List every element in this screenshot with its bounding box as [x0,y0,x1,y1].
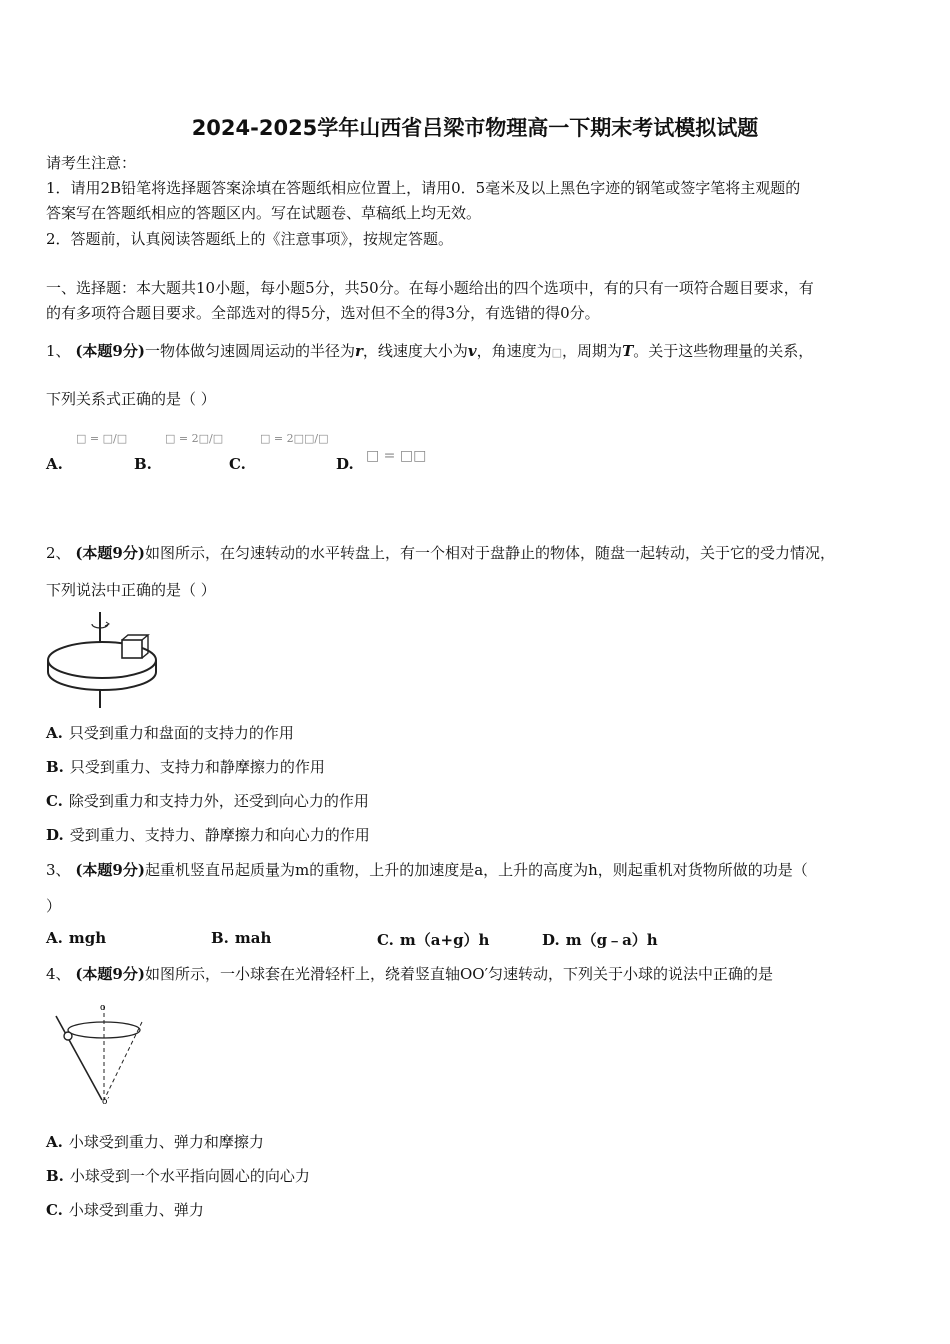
option-text: 只受到重力和盘面的支持力的作用 [68,724,294,742]
q2-score-tag: (本题9分) [75,544,145,562]
q1-var-r: r [354,342,363,360]
q2-stem [46,542,835,563]
q2-option-d[interactable] [46,824,370,845]
q4-option-c[interactable] [46,1199,204,1220]
notice-line-1: 1．请用2B铅笔将选择题答案涂填在答题纸相应位置上，请用0．5毫米及以上黑色字迹的钢笔或签字笔将主观题的 [46,179,801,197]
option-letter: A. [46,1133,63,1151]
q4-stem [46,963,773,984]
q3-option-a[interactable] [46,929,106,947]
option-letter: D. [46,826,64,844]
q1-stem [46,340,813,361]
turntable-figure [44,610,160,710]
q1-score-tag: (本题9分) [75,342,145,360]
q3-text: 起重机竖直吊起质量为m的重物，上升的加速度是a，上升的高度为h，则起重机对货物所做的功是（ [144,861,808,879]
q1-option-d-formula: □ = □□ [366,448,427,464]
option-letter: A. [46,724,63,742]
page-title: 2024-2025学年山西省吕梁市物理高一下期末考试模拟试题 [191,116,759,140]
q4-score-tag: (本题9分) [75,965,145,983]
q4-option-a[interactable] [46,1131,264,1152]
notice-heading: 请考生注意： [46,154,137,172]
option-letter: C. [229,455,246,473]
option-letter: C. [46,1201,63,1219]
q1-number: 1、 [46,342,71,360]
q1-omega-glyph: □ [551,346,563,359]
q4-text: 如图所示，一小球套在光滑轻杆上，绕着竖直轴OO′匀速转动，下列关于小球的说法中正确的是 [144,965,773,983]
q1-text-d: ，周期为 [562,342,623,360]
option-text: 受到重力、支持力、静摩擦力和向心力的作用 [69,826,370,844]
fig-label-o-prime: o′ [102,1097,110,1107]
option-letter: C. [46,792,63,810]
q1-option-b-formula: □ = 2□/□ [165,432,224,445]
q1-text-a: 一物体做匀速圆周运动的半径为 [144,342,355,360]
q3-option-d[interactable] [542,929,658,950]
q1-option-a[interactable] [46,455,69,473]
option-text: m（a+g）h [399,931,490,949]
option-letter: B. [46,1167,64,1185]
q2-number: 2、 [46,544,71,562]
q3-line-2: ） [46,897,62,915]
q2-option-a[interactable] [46,722,294,743]
q1-line-2: 下列关系式正确的是（ ） [46,390,216,408]
q1-var-T: T [622,342,634,360]
q1-option-a-formula: □ = □/□ [76,432,128,445]
section-line-1: 一、选择题：本大题共10小题，每小题5分，共50分。在每小题给出的四个选项中，有的只有一项符合题目要求，有 [46,279,814,297]
q1-option-c-formula: □ = 2□□/□ [260,432,329,445]
option-text: 小球受到重力、弹力和摩擦力 [68,1133,264,1151]
option-letter: D. [542,931,560,949]
section-line-2: 的有多项符合题目要求。全部选对的得5分，选对但不全的得3分，有选错的得0分。 [46,304,600,322]
option-letter: A. [46,455,63,473]
q1-option-d[interactable] [336,455,360,473]
q1-option-c[interactable] [229,455,252,473]
option-text: 只受到重力、支持力和静摩擦力的作用 [69,758,325,776]
rod-cone-figure [52,1000,152,1110]
notice-line-3: 2．答题前，认真阅读答题纸上的《注意事项》，按规定答题。 [46,230,454,248]
option-text: m（g﹣a）h [565,931,658,949]
q1-var-v: v [467,342,477,360]
q3-score-tag: (本题9分) [75,861,145,879]
q3-stem [46,859,808,880]
q3-option-c[interactable] [377,929,489,950]
option-letter: B. [211,929,229,947]
option-letter: D. [336,455,354,473]
option-text: mgh [68,929,107,947]
option-text: 小球受到重力、弹力 [68,1201,204,1219]
q3-number: 3、 [46,861,71,879]
q1-text-e: 。关于这些物理量的关系， [633,342,814,360]
fig-label-o: o [100,1003,106,1013]
option-text: 除受到重力和支持力外，还受到向心力的作用 [68,792,369,810]
q3-option-b[interactable] [211,929,271,947]
q2-option-c[interactable] [46,790,369,811]
option-letter: A. [46,929,63,947]
notice-line-2: 答案写在答题纸相应的答题区内。写在试题卷、草稿纸上均无效。 [46,204,482,222]
option-text: mah [234,929,272,947]
option-letter: B. [134,455,152,473]
q1-text-b: ，线速度大小为 [362,342,468,360]
option-text: 小球受到一个水平指向圆心的向心力 [69,1167,310,1185]
q2-text: 如图所示，在匀速转动的水平转盘上，有一个相对于盘静止的物体，随盘一起转动，关于它的受力情况， [144,544,835,562]
q1-text-c: ，角速度为 [476,342,552,360]
option-letter: B. [46,758,64,776]
q4-option-b[interactable] [46,1165,310,1186]
q4-number: 4、 [46,965,71,983]
option-letter: C. [377,931,394,949]
q2-option-b[interactable] [46,756,325,777]
q1-option-b[interactable] [134,455,158,473]
q2-line-2: 下列说法中正确的是（ ） [46,581,216,599]
